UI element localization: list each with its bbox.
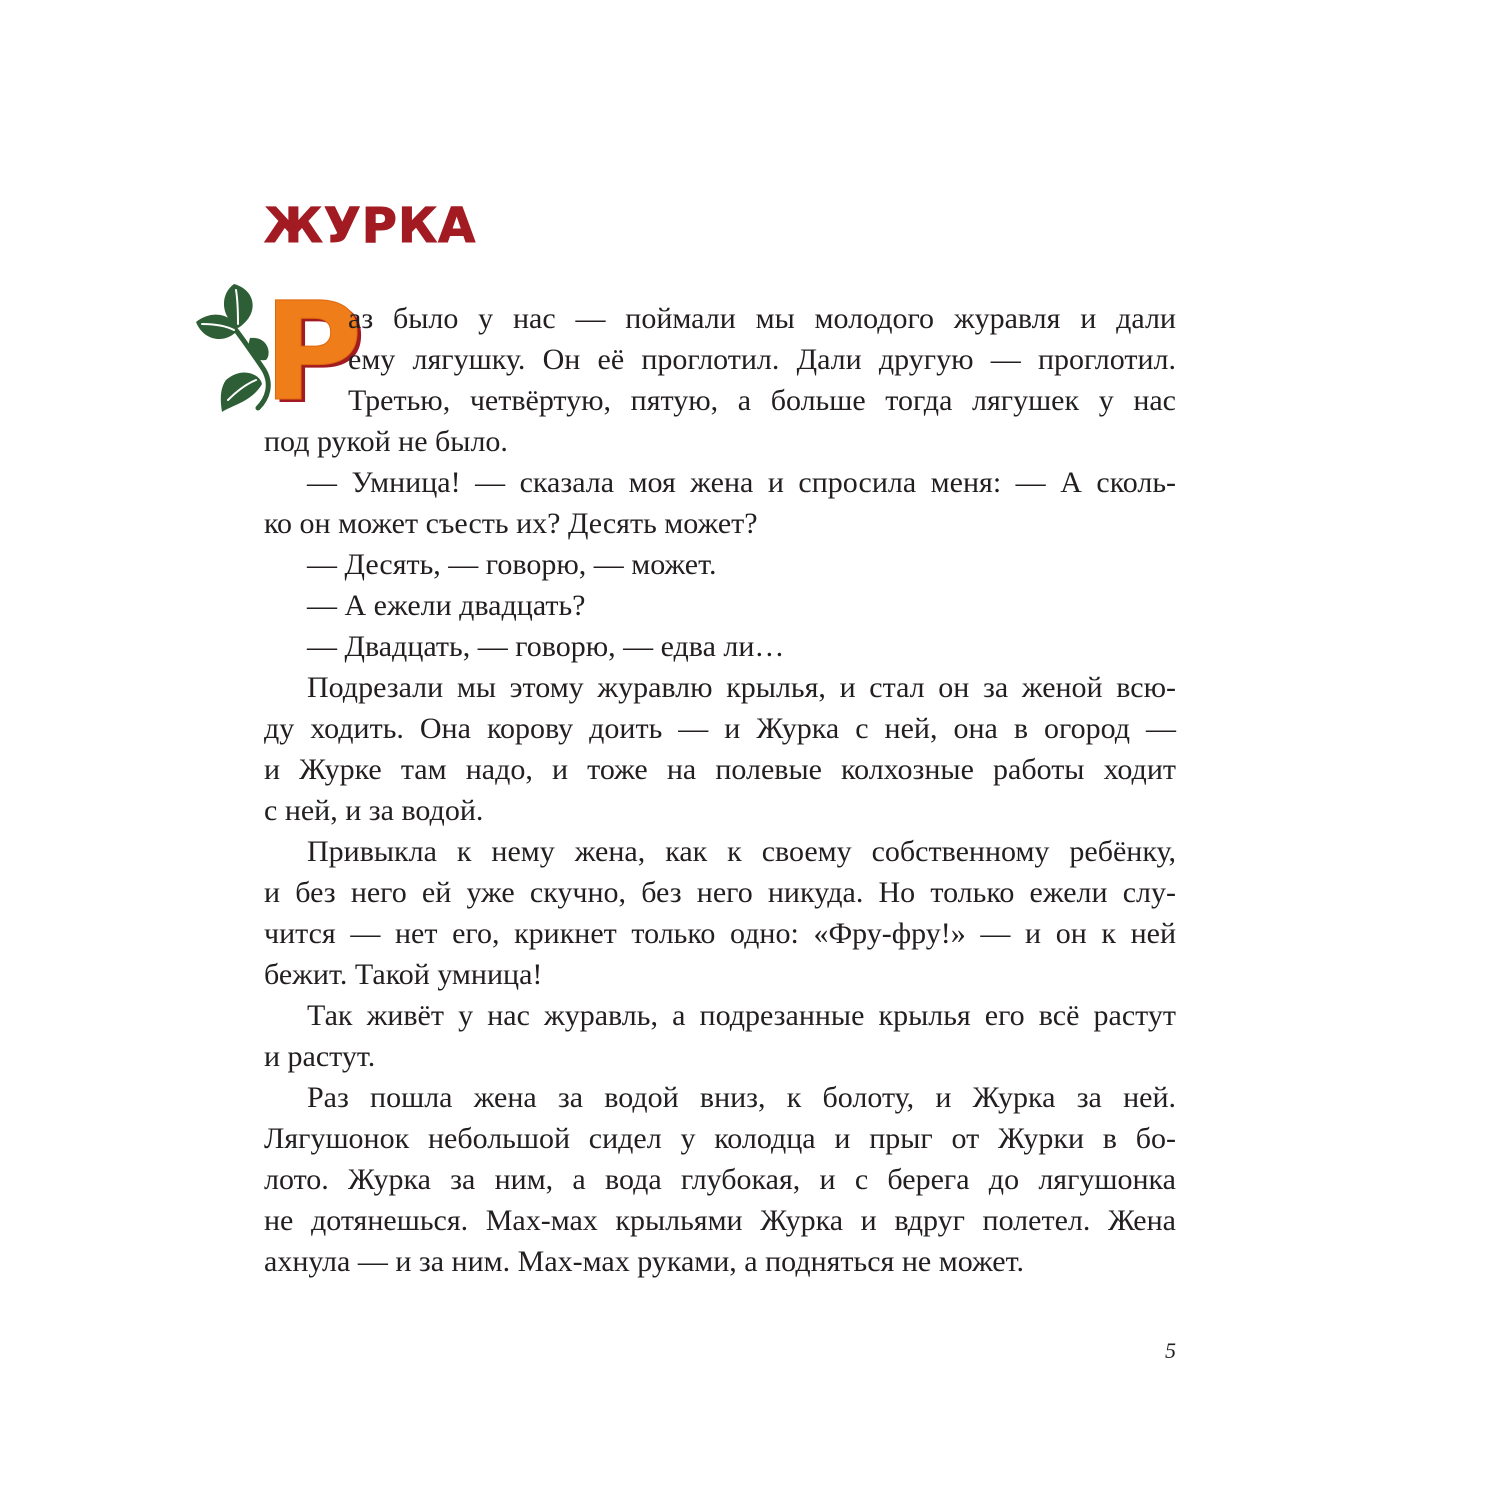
text-line: Так живёт у нас журавль, а подрезанные крылья его всё растут — [307, 999, 1176, 1032]
page-number: 5 — [1165, 1338, 1176, 1363]
text-line: Раз пошла жена за водой вниз, к болоту, и Журка за ней. — [307, 1081, 1176, 1114]
text-line: и Журке там надо, и тоже на полевые колхозные работы ходит — [264, 753, 1176, 786]
text-line: ахнула — и за ним. Мах-мах руками, а подняться не может. — [264, 1245, 1024, 1278]
text-line: чится — нет его, крикнет только одно: «Фру-фру!» — и он к ней — [264, 917, 1176, 950]
text-line: бежит. Такой умница! — [264, 958, 543, 991]
text-line: и без него ей уже скучно, без него никуда. Но только ежели слу- — [264, 876, 1176, 909]
text-line: Привыкла к нему жена, как к своему собственному ребёнку, — [307, 835, 1176, 868]
text-line: не дотянешься. Мах-мах крыльями Журка и вдруг полетел. Жена — [264, 1204, 1176, 1237]
text-line: с ней, и за водой. — [264, 794, 484, 827]
text-line: — Умница! — сказала моя жена и спросила меня: — А сколь- — [307, 466, 1176, 499]
text-line: под рукой не было. — [264, 425, 508, 458]
drop-cap-letter: Р — [263, 274, 363, 432]
chapter-title: ЖУРКА — [264, 198, 477, 254]
text-line: ему лягушку. Он её проглотил. Дали другую — проглотил. — [348, 343, 1176, 376]
text-line: аз было у нас — поймали мы молодого журавля и дали — [348, 302, 1176, 335]
text-line: ду ходить. Она корову доить — и Журка с ней, она в огород — — [264, 712, 1176, 745]
text-line: и растут. — [264, 1040, 376, 1073]
text-line: — А ежели двадцать? — [307, 589, 586, 622]
text-line: ко он может съесть их? Десять может? — [264, 507, 758, 540]
text-line: Подрезали мы этому журавлю крылья, и стал он за женой всю- — [307, 671, 1176, 704]
text-line: Третью, четвёртую, пятую, а больше тогда лягушек у нас — [348, 384, 1176, 417]
text-line: — Двадцать, — говорю, — едва ли… — [307, 630, 785, 663]
text-line: Лягушонок небольшой сидел у колодца и прыг от Журки в бо- — [264, 1122, 1176, 1155]
text-line: лото. Журка за ним, а вода глубокая, и с берега до лягушонка — [264, 1163, 1176, 1196]
text-line: — Десять, — говорю, — может. — [307, 548, 717, 581]
